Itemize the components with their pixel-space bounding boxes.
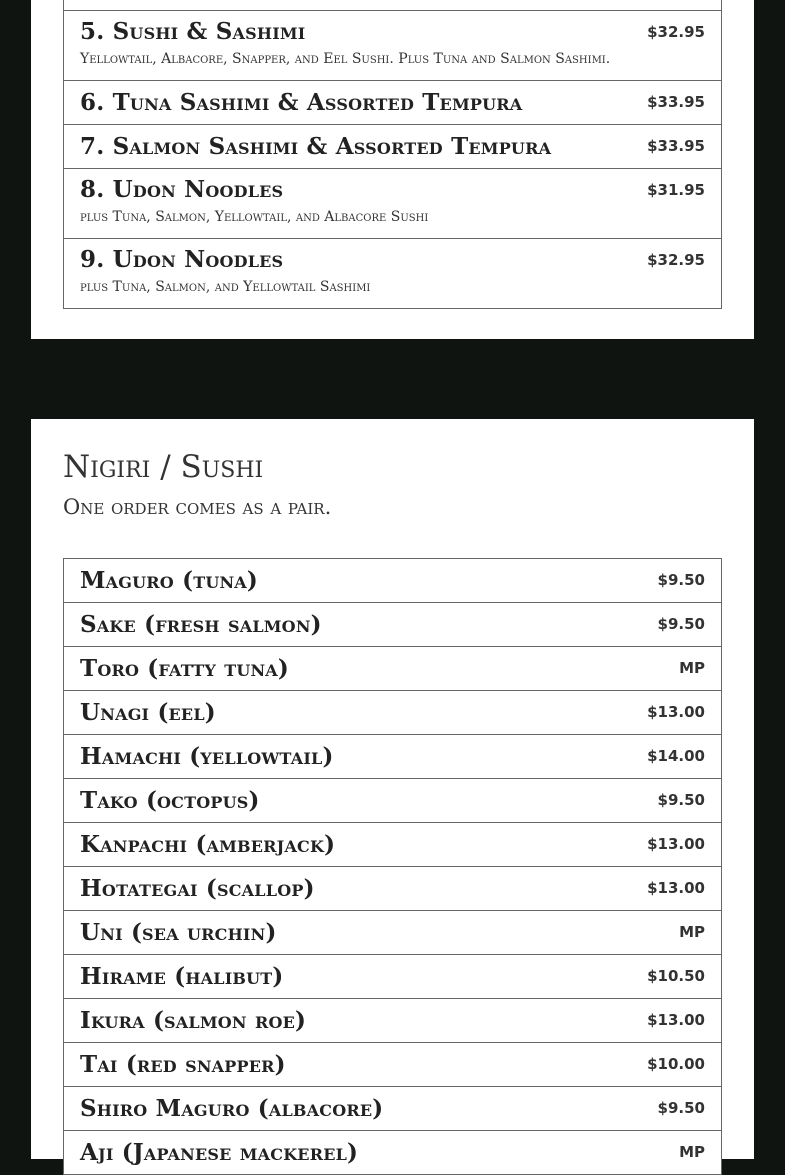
item-price: $9.50 — [657, 1099, 705, 1117]
item-price: MP — [679, 659, 705, 677]
item-price: $14.00 — [647, 747, 705, 765]
item-name: Aji (Japanese mackerel) — [80, 1139, 359, 1166]
nigiri-menu-list — [63, 558, 722, 1175]
item-name: Tai (red snapper) — [80, 1051, 286, 1078]
menu-item-shiro-maguro — [63, 1086, 722, 1131]
item-name: Shiro Maguro (albacore) — [80, 1095, 384, 1122]
item-name: Sake (fresh salmon) — [80, 611, 322, 638]
menu-item-combo-5 — [63, 10, 722, 81]
combo-section — [31, 0, 754, 339]
item-name: Unagi (eel) — [80, 699, 216, 726]
item-name: Kanpachi (amberjack) — [80, 831, 336, 858]
menu-item-combo-9 — [63, 238, 722, 309]
item-name: Toro (fatty tuna) — [80, 655, 289, 682]
item-name: Maguro (tuna) — [80, 567, 258, 594]
item-price: $13.00 — [647, 879, 705, 897]
item-name: 8. Udon Noodles — [80, 176, 284, 203]
item-price: $10.00 — [647, 1055, 705, 1073]
section-subtitle: One order comes as a pair. — [63, 495, 332, 519]
item-price: $9.50 — [657, 615, 705, 633]
menu-item-hotategai — [63, 866, 722, 911]
item-description: plus Tuna, Salmon, Yellowtail, and Albacore Sushi — [80, 209, 429, 225]
item-price: $9.50 — [657, 791, 705, 809]
menu-item-sake — [63, 602, 722, 647]
item-price: $13.00 — [647, 835, 705, 853]
item-name: Hotategai (scallop) — [80, 875, 315, 902]
item-name: Uni (sea urchin) — [80, 919, 277, 946]
menu-item-tai — [63, 1042, 722, 1087]
menu-item-combo-6 — [63, 80, 722, 125]
menu-item-hamachi — [63, 734, 722, 779]
item-price: $32.95 — [647, 23, 705, 41]
item-price: $9.50 — [657, 571, 705, 589]
menu-item-uni — [63, 910, 722, 955]
item-description: Yellowtail, Albacore, Snapper, and Eel Sushi. Plus Tuna and Salmon Sashimi. — [80, 51, 611, 67]
menu-item-ikura — [63, 998, 722, 1043]
nigiri-section — [31, 419, 754, 1166]
item-price: MP — [679, 923, 705, 941]
menu-item-unagi — [63, 690, 722, 735]
combo-menu-list — [63, 0, 722, 309]
section-title: Nigiri / Sushi — [63, 449, 264, 485]
item-name: 6. Tuna Sashimi & Assorted Tempura — [80, 89, 523, 116]
item-price: $33.95 — [647, 137, 705, 155]
item-price: $33.95 — [647, 93, 705, 111]
menu-item-combo-8 — [63, 168, 722, 239]
item-name: Tako (octopus) — [80, 787, 260, 814]
item-price: $31.95 — [647, 181, 705, 199]
item-price: $32.95 — [647, 251, 705, 269]
menu-item-maguro — [63, 558, 722, 603]
menu-item-tako — [63, 778, 722, 823]
item-name: 9. Udon Noodles — [80, 246, 284, 273]
menu-item-kanpachi — [63, 822, 722, 867]
menu-item-hirame — [63, 954, 722, 999]
item-price: $13.00 — [647, 1011, 705, 1029]
item-name: Ikura (salmon roe) — [80, 1007, 307, 1034]
menu-item-aji — [63, 1130, 722, 1175]
item-price: $13.00 — [647, 703, 705, 721]
menu-item-combo-7 — [63, 124, 722, 169]
item-description: plus Tuna, Salmon, and Yellowtail Sashimi — [80, 279, 371, 295]
item-price: MP — [679, 1143, 705, 1161]
item-price: $10.50 — [647, 967, 705, 985]
item-name: Hirame (halibut) — [80, 963, 284, 990]
menu-item-toro — [63, 646, 722, 691]
item-name: 7. Salmon Sashimi & Assorted Tempura — [80, 133, 552, 160]
item-name: Hamachi (yellowtail) — [80, 743, 334, 770]
item-name: 5. Sushi & Sashimi — [80, 18, 306, 45]
